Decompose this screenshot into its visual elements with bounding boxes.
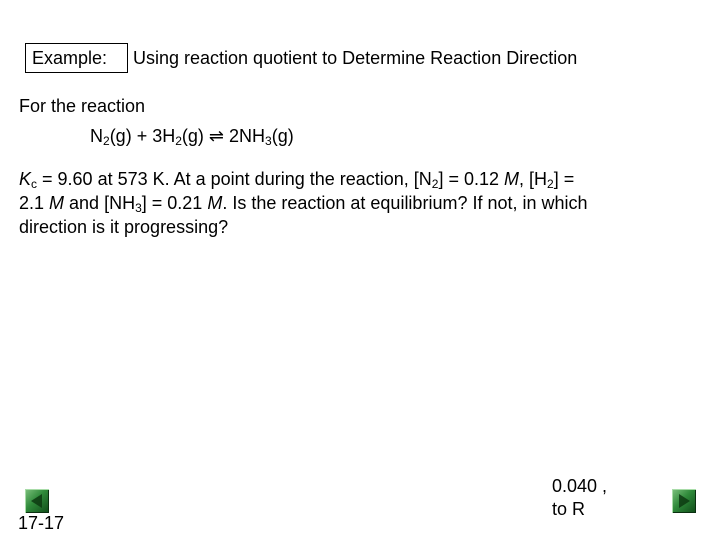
page-number: 17-17 xyxy=(18,513,65,533)
nav-forward-icon xyxy=(672,489,696,513)
nav-back-icon xyxy=(25,489,49,513)
intro-text: For the reaction xyxy=(19,96,146,116)
nav-forward-button[interactable] xyxy=(672,489,696,513)
equilibrium-arrow: ⇌ xyxy=(203,126,229,146)
example-label: Example: xyxy=(32,48,108,68)
problem-line-2: 2.1 M and $[NH_3] = 0.21$ M. Is the reaction at equilibrium? If not, in which xyxy=(19,193,588,215)
nav-back-button[interactable] xyxy=(25,489,49,513)
problem-line-1: $K_c = 9.60$ at 573 K. At a point during the reaction, $[N_2] = 0.12$ M, $[H_2]$ = xyxy=(19,169,575,191)
answer-note: 0.040 , to R xyxy=(552,476,608,519)
problem-line-3: direction is it progressing? xyxy=(19,217,229,237)
reaction-equation: $N_2(g) + 3H_2(g)$ ⇌ $2NH_3(g)$ xyxy=(90,126,294,148)
slide-title: Using reaction quotient to Determine Reaction Direction xyxy=(133,48,578,68)
